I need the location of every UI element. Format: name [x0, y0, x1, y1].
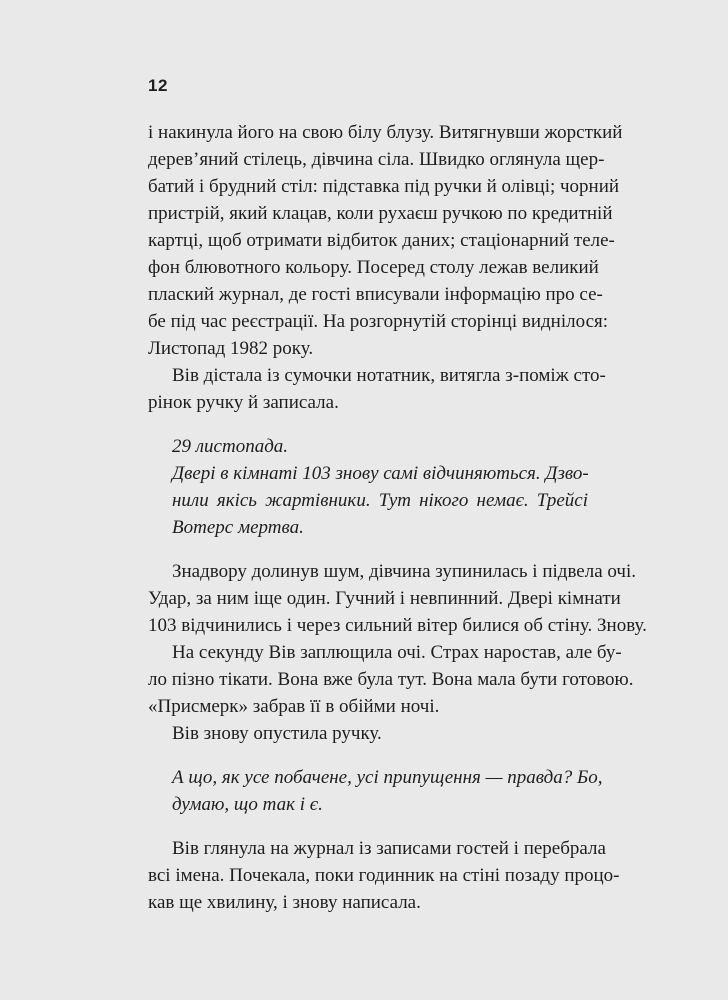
text-line: «Присмерк» забрав її в обійми ночі.: [148, 696, 440, 717]
text-line: плаский журнал, де гості вписували інформацію про се-: [148, 284, 603, 305]
text-line: нили якісь жартівники. Тут нікого немає. Трейсі: [172, 490, 588, 511]
diary-note: [148, 764, 603, 818]
text-line: Вів глянула на журнал із записами гостей і перебрала: [172, 838, 606, 859]
text-line: фон блювотного кольору. Посеред столу лежав великий: [148, 257, 599, 278]
text-line: бе під час реєстрації. На розгорнутій сторінці виднілося:: [148, 311, 609, 332]
text-line: кав ще хвилину, і знову написала.: [148, 892, 421, 913]
page-number: 12: [148, 76, 168, 95]
text-line: картці, щоб отримати відбиток даних; стаціонарний теле-: [148, 230, 615, 251]
text-line: На секунду Вів заплющила очі. Страх наростав, але бу-: [172, 642, 622, 663]
text-line: пристрій, який клацав, коли рухаєш ручкою по кредитній: [148, 203, 613, 224]
text-line: Вів знову опустила ручку.: [172, 723, 382, 744]
text-line: 103 відчинились і через сильний вітер билися об стіну. Знову.: [148, 615, 647, 636]
text-line: і накинула його на свою білу блузу. Витягнувши жорсткий: [148, 122, 623, 143]
text-line: Знадвору долинув шум, дівчина зупинилась і підвела очі.: [172, 561, 636, 582]
text-line: Листопад 1982 року.: [148, 338, 314, 359]
paragraph: [148, 835, 620, 916]
text-line: рінок ручку й записала.: [148, 392, 339, 413]
text-line: дерев’яний стілець, дівчина сіла. Швидко оглянула щер-: [148, 149, 605, 170]
paragraph: [148, 558, 647, 639]
paragraph: [148, 639, 634, 720]
book-text: [148, 119, 647, 916]
text-line: Вотерс мертва.: [172, 517, 304, 538]
diary-note: [148, 433, 588, 541]
paragraph: [148, 119, 623, 362]
text-line: Вів дістала із сумочки нотатник, витягла з-поміж сто-: [172, 365, 606, 386]
paragraph: [148, 362, 606, 416]
text-line: ло пізно тікати. Вона вже була тут. Вона мала бути готовою.: [148, 669, 634, 690]
text-line: батий і брудний стіл: підставка під ручки й олівці; чорний: [148, 176, 620, 197]
text-line: всі імена. Почекала, поки годинник на стіні позаду процо-: [148, 865, 620, 886]
text-line: Удар, за ним іще один. Гучний і невпинний. Двері кімнати: [148, 588, 621, 609]
text-line: А що, як усе побачене, усі припущення — правда? Бо,: [172, 767, 603, 788]
paragraph: [148, 720, 588, 747]
text-line: думаю, що так і є.: [172, 794, 323, 815]
text-line: Двері в кімнаті 103 знову самі відчиняються. Дзво-: [172, 463, 589, 484]
text-line: 29 листопада.: [172, 436, 289, 457]
